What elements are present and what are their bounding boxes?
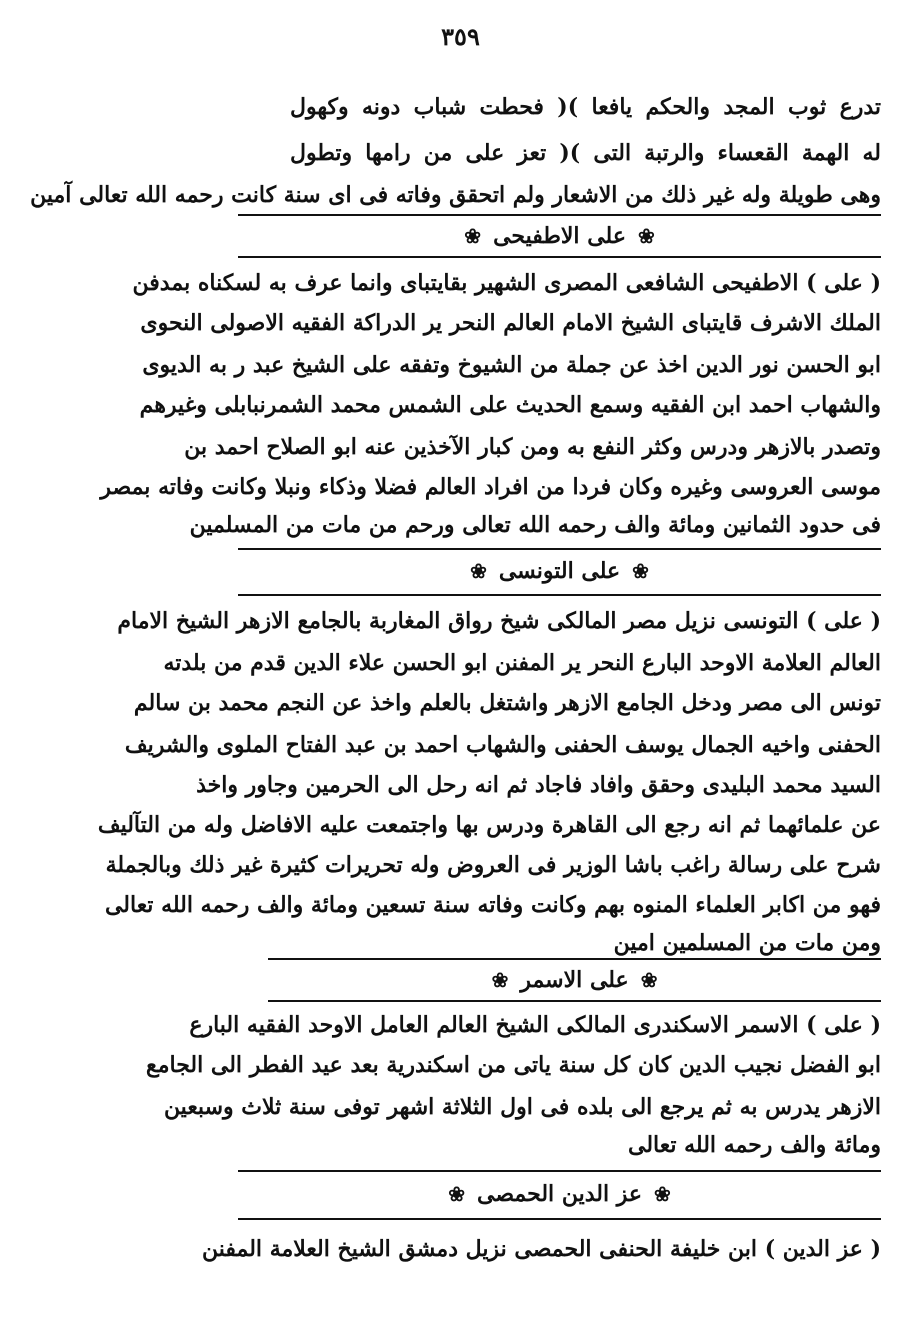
ornament-icon: ❀ bbox=[448, 1182, 466, 1206]
text-line: وتصدر بالازهر ودرس وكثر النفع به ومن كبار الآخذين عنه ابو الصلاح احمد بن bbox=[184, 434, 881, 460]
section-divider bbox=[238, 1170, 881, 1172]
ornament-icon: ❀ bbox=[653, 1182, 671, 1206]
text-line: تونس الى مصر ودخل الجامع الازهر واشتغل بالعلم واخذ عن النجم محمد بن سالم bbox=[133, 690, 881, 716]
ornament-icon: ❀ bbox=[632, 559, 649, 583]
section-title: على الاسمر bbox=[520, 967, 629, 993]
section-title: على الاطفيحى bbox=[493, 223, 626, 249]
text-line: موسى العروسى وغيره وكان فردا من افراد العالم فضلا وذكاء ونبلا وكانت وفاته بمصر bbox=[100, 474, 881, 500]
text-line: ( عز الدين ) ابن خليفة الحنفى الحمصى نزيل دمشق الشيخ العلامة المفنن bbox=[202, 1236, 881, 1262]
section-title: عز الدين الحمصى bbox=[477, 1181, 642, 1207]
text-line: ( على ) التونسى نزيل مصر المالكى شيخ رواق المغاربة بالجامع الازهر الشيخ الامام bbox=[117, 608, 881, 634]
section-heading bbox=[238, 218, 881, 254]
section-divider bbox=[238, 1218, 881, 1220]
text-line: ابو الفضل نجيب الدين كان كل سنة ياتى من اسكندرية بعد عيد الفطر الى الجامع bbox=[146, 1052, 881, 1078]
section-divider bbox=[238, 548, 881, 550]
text-line: فى حدود الثمانين ومائة والف رحمه الله تعالى ورحم من مات من المسلمين bbox=[189, 512, 881, 538]
text-line: ابو الحسن نور الدين اخذ عن جملة من الشيوخ وتفقه على الشيخ عبد ر به الديوى bbox=[142, 352, 881, 378]
text-line: والشهاب احمد ابن الفقيه وسمع الحديث على الشمس محمد الشمرنبابلى وغيرهم bbox=[139, 392, 881, 418]
text-line: ( على ) الاطفيحى الشافعى المصرى الشهير بقايتباى وانما عرف به لسكناه بمدفن bbox=[132, 270, 881, 296]
section-heading bbox=[238, 1176, 881, 1212]
ornament-icon: ❀ bbox=[464, 224, 482, 248]
text-line: ومائة والف رحمه الله تعالى bbox=[628, 1132, 881, 1158]
section-divider bbox=[238, 594, 881, 596]
ornament-icon: ❀ bbox=[491, 968, 509, 992]
text-line: فهو من اكابر العلماء المنوه بهم وكانت وفاته سنة تسعين ومائة والف رحمه الله تعالى bbox=[104, 892, 881, 918]
text-line: وهى طويلة وله غير ذلك من الاشعار ولم اتحقق وفاته فى اى سنة كانت رحمه الله تعالى آمين bbox=[30, 182, 881, 208]
text-line: ( على ) الاسمر الاسكندرى المالكى الشيخ العالم العامل الاوحد الفقيه البارع bbox=[189, 1012, 881, 1038]
ornament-icon: ❀ bbox=[637, 224, 655, 248]
verse-line: له الهمة القعساء والرتبة التى )( تعز على من رامها وتطول bbox=[290, 140, 881, 166]
section-title: على التونسى bbox=[498, 558, 621, 584]
text-line: ومن مات من المسلمين امين bbox=[613, 930, 881, 956]
page-number: ٣٥٩ bbox=[441, 22, 480, 51]
section-divider bbox=[238, 256, 881, 258]
text-line: العالم العلامة الاوحد البارع النحر ير المفنن ابو الحسن علاء الدين قدم من بلدته bbox=[163, 650, 881, 676]
text-line: الازهر يدرس به ثم يرجع الى بلده فى اول الثلاثة اشهر توفى سنة ثلاث وسبعين bbox=[163, 1094, 881, 1120]
ornament-icon: ❀ bbox=[640, 968, 658, 992]
text-line: السيد محمد البليدى وحقق وافاد فاجاد ثم انه رحل الى الحرمين وجاور واخذ bbox=[196, 772, 881, 798]
section-heading bbox=[238, 553, 881, 589]
verse-line: تدرع ثوب المجد والحكم يافعا )( فحطت شباب دونه وكهول bbox=[290, 94, 881, 120]
text-line: شرح على رسالة راغب باشا الوزير فى العروض وله تحريرات كثيرة غير ذلك وبالجملة bbox=[105, 852, 881, 878]
section-heading bbox=[268, 962, 881, 998]
section-divider bbox=[268, 958, 881, 960]
ornament-icon: ❀ bbox=[470, 559, 487, 583]
text-line: عن علمائهما ثم انه رجع الى القاهرة ودرس بها واجتمعت عليه الافاضل وله من التآليف bbox=[97, 812, 881, 838]
text-line: الحفنى واخيه الجمال يوسف الحفنى والشهاب احمد بن عبد الفتاح الملوى والشريف bbox=[124, 732, 881, 758]
section-divider bbox=[238, 214, 881, 216]
section-divider bbox=[268, 1000, 881, 1002]
text-line: الملك الاشرف قايتباى الشيخ الامام العالم النحر ير الدراكة الفقيه الاصولى النحوى bbox=[140, 310, 881, 336]
